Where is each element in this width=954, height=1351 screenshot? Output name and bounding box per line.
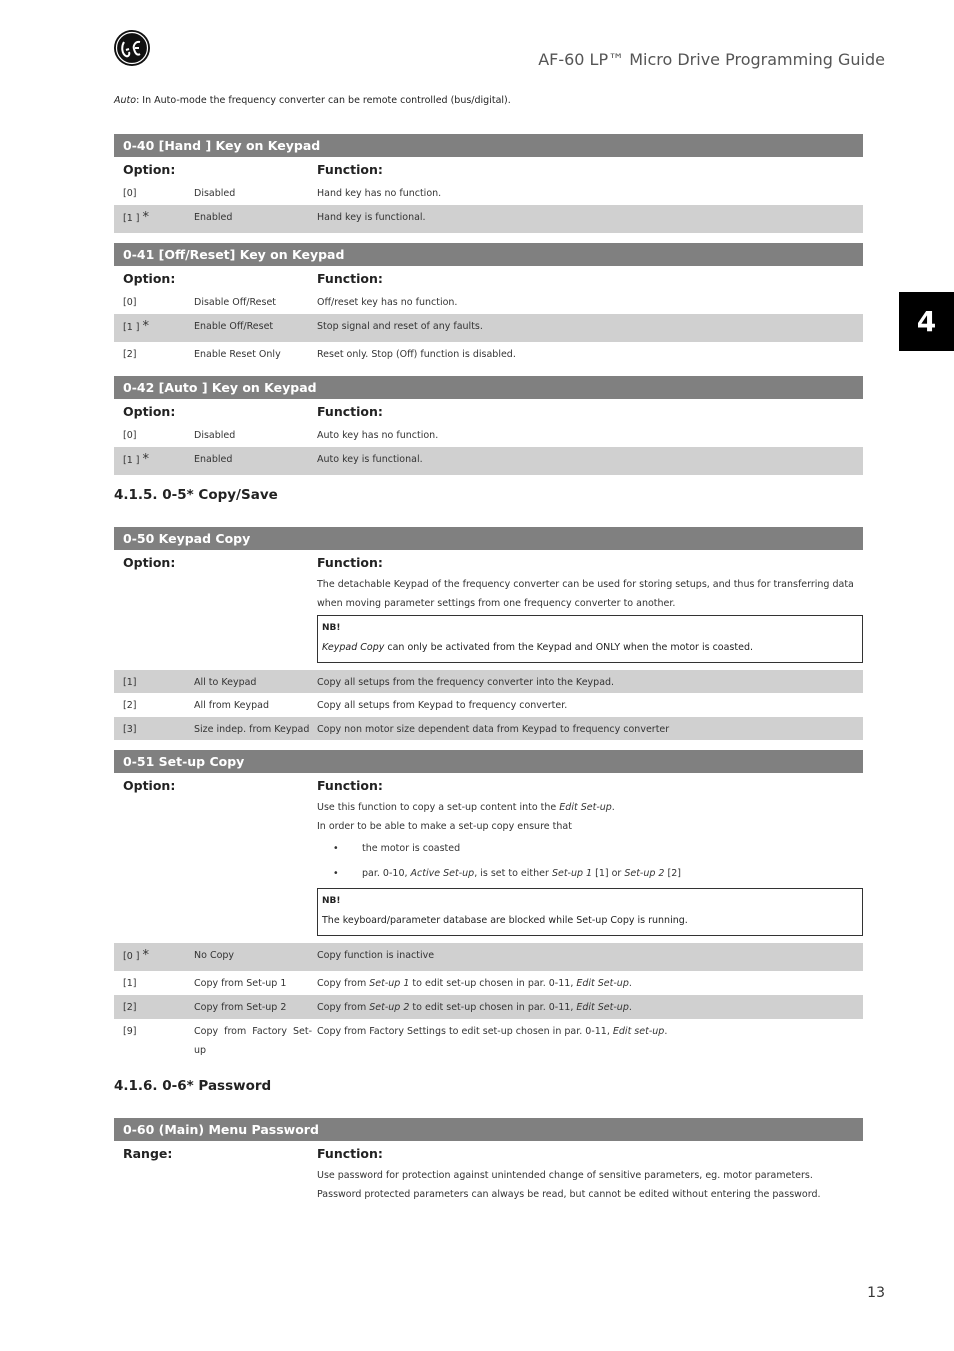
param-0-42	[114, 376, 863, 475]
table-row: [1] All to Keypad Copy all setups from the frequency converter into the Keypad.	[114, 670, 863, 693]
table-row: [0] Disabled Auto key has no function.	[123, 430, 439, 441]
ge-logo-icon	[113, 29, 151, 67]
table-row: [0] Disable Off/Reset Off/reset key has no function.	[123, 297, 458, 308]
table-row: [1 ] * Enable Off/Reset Stop signal and reset of any faults.	[114, 314, 863, 342]
table-row: [2] All from Keypad Copy all setups from Keypad to frequency converter.	[123, 700, 568, 711]
param-0-50	[114, 527, 863, 740]
nb-note: NB! Keypad Copy can only be activated from the Keypad and ONLY when the motor is coasted.	[317, 615, 863, 663]
section-heading-4-1-5: 4.1.5. 0-5* Copy/Save	[114, 487, 278, 503]
param-description: Use password for protection against unintended change of sensitive parameters, eg. motor parameters. Password protected parameters can always be read, but cannot be edited without entering the password.	[317, 1170, 821, 1200]
intro-text: Auto: In Auto-mode the frequency converter can be remote controlled (bus/digital).	[114, 95, 511, 106]
param-title: 0-41 [Off/Reset] Key on Keypad	[114, 243, 863, 266]
bullet-item: • the motor is coasted	[317, 836, 863, 861]
param-0-60	[114, 1118, 863, 1204]
table-row: [1 ] * Enabled Hand key is functional.	[114, 205, 863, 233]
param-title: 0-51 Set-up Copy	[114, 750, 863, 773]
document-title: AF-60 LP™ Micro Drive Programming Guide	[538, 50, 885, 69]
param-title: 0-50 Keypad Copy	[114, 527, 863, 550]
bullet-item: • par. 0-10, Active Set-up, is set to either Set-up 1 [1] or Set-up 2 [2]	[317, 861, 863, 886]
param-0-51	[114, 750, 863, 1063]
table-row: [1 ] * Enabled Auto key is functional.	[114, 447, 863, 475]
table-header: Option: Function:	[123, 271, 383, 286]
chapter-tab: 4	[899, 292, 954, 351]
param-0-40	[114, 134, 863, 233]
table-header: Option: Function:	[123, 778, 383, 793]
table-row: [9] Copy from Factory Set-up Copy from Factory Settings to edit set-up chosen in par. 0-11, Edit set-up.	[123, 1026, 668, 1056]
section-heading-4-1-6: 4.1.6. 0-6* Password	[114, 1078, 272, 1094]
table-row: [0 ] * No Copy Copy function is inactive	[114, 943, 863, 971]
table-header: Option: Function:	[123, 555, 383, 570]
table-header: Range: Function:	[123, 1146, 383, 1161]
table-header: Option: Function:	[123, 404, 383, 419]
param-title: 0-40 [Hand ] Key on Keypad	[114, 134, 863, 157]
page-number: 13	[867, 1285, 885, 1301]
table-header: Option: Function:	[123, 162, 383, 177]
param-description: The detachable Keypad of the frequency converter can be used for storing setups, and thus for transferring data when moving parameter settings from one frequency converter to another.	[317, 579, 854, 609]
table-row: [3] Size indep. from Keypad Copy non motor size dependent data from Keypad to frequency converter	[114, 717, 863, 740]
param-title: 0-60 (Main) Menu Password	[114, 1118, 863, 1141]
table-row: [2] Enable Reset Only Reset only. Stop (Off) function is disabled.	[123, 349, 516, 360]
param-title: 0-42 [Auto ] Key on Keypad	[114, 376, 863, 399]
param-description: Use this function to copy a set-up content into the Edit Set-up. In order to be able to make a set-up copy ensure that • the motor is coasted • par. 0-10, Active Set-up, is set to either Set-up 1 [1] or Set-up 2 [2]	[317, 797, 863, 886]
table-row: [1] Copy from Set-up 1 Copy from Set-up 1 to edit set-up chosen in par. 0-11, Edit Set-up.	[123, 978, 632, 989]
param-0-41	[114, 243, 863, 366]
table-row: [2] Copy from Set-up 2 Copy from Set-up 2 to edit set-up chosen in par. 0-11, Edit Set-up.	[114, 995, 863, 1019]
nb-note: NB! The keyboard/parameter database are blocked while Set-up Copy is running.	[317, 888, 863, 936]
table-row: [0] Disabled Hand key has no function.	[123, 188, 442, 199]
